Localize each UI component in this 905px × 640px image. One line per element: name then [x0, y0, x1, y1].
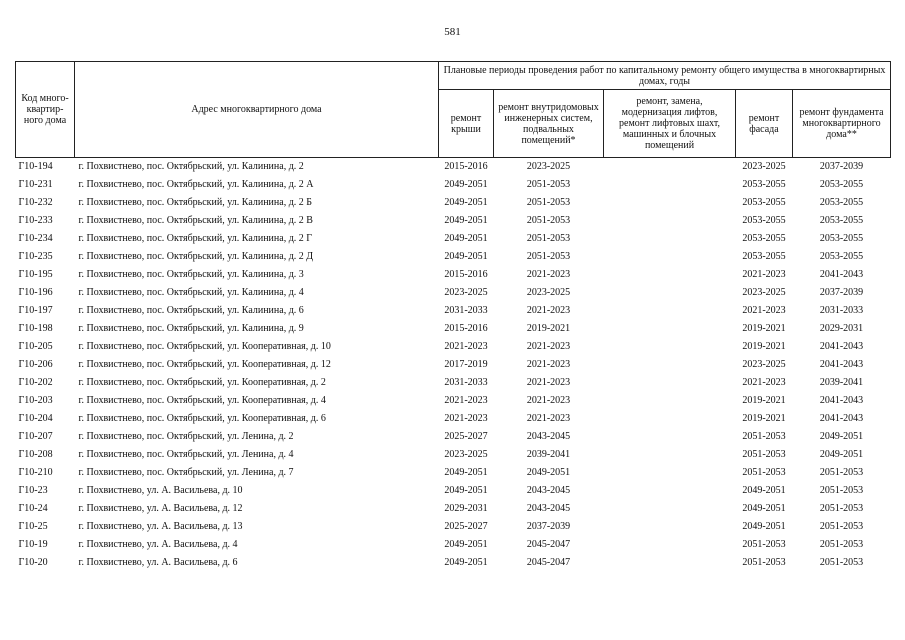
table-row	[16, 176, 891, 194]
row-address: г. Похвистнево, пос. Октябрьский, ул. Ленина, д. 7	[78, 467, 294, 478]
table-row	[16, 356, 891, 374]
row-code: Г10-231	[18, 179, 53, 190]
row-address: г. Похвистнево, пос. Октябрьский, ул. Калинина, д. 2 Д	[78, 251, 314, 262]
row-address: г. Похвистнево, ул. А. Васильева, д. 12	[78, 503, 243, 514]
row-code: Г10-198	[18, 323, 53, 334]
header-engineering: ремонт внутридомовых инженерных систем, подвальных помещений*	[494, 90, 604, 158]
row-code: Г10-23	[18, 485, 48, 496]
row-roof: 2023-2025	[444, 449, 488, 460]
row-foundation: 2041-2043	[819, 341, 864, 352]
row-roof: 2025-2027	[444, 431, 488, 442]
row-facade: 2053-2055	[742, 179, 786, 190]
table-row	[16, 374, 891, 392]
row-roof: 2049-2051	[444, 197, 488, 208]
row-address: г. Похвистнево, пос. Октябрьский, ул. Калинина, д. 4	[78, 287, 304, 298]
row-engineering: 2021-2023	[526, 341, 571, 352]
row-roof: 2017-2019	[444, 359, 488, 370]
row-engineering: 2051-2053	[526, 233, 571, 244]
row-elevators	[604, 428, 736, 446]
row-facade: 2049-2051	[742, 503, 786, 514]
row-facade: 2049-2051	[742, 521, 786, 532]
table-row	[16, 248, 891, 266]
header-facade: ремонт фасада	[736, 90, 793, 158]
row-elevators	[604, 284, 736, 302]
page-number: 581	[444, 26, 461, 38]
row-engineering: 2021-2023	[526, 269, 571, 280]
row-code: Г10-19	[18, 539, 48, 550]
row-engineering: 2021-2023	[526, 395, 571, 406]
row-code: Г10-197	[18, 305, 53, 316]
row-code: Г10-234	[18, 233, 53, 244]
repair-schedule-table	[15, 61, 891, 572]
row-elevators	[604, 302, 736, 320]
row-foundation: 2041-2043	[819, 269, 864, 280]
row-roof: 2049-2051	[444, 467, 488, 478]
row-elevators	[604, 356, 736, 374]
row-facade: 2051-2053	[742, 557, 786, 568]
table-row	[16, 446, 891, 464]
row-roof: 2015-2016	[444, 269, 488, 280]
row-engineering: 2051-2053	[526, 179, 571, 190]
row-facade: 2023-2025	[742, 359, 786, 370]
row-roof: 2025-2027	[444, 521, 488, 532]
row-engineering: 2021-2023	[526, 413, 571, 424]
row-engineering: 2051-2053	[526, 251, 571, 262]
table-row	[16, 428, 891, 446]
row-engineering: 2049-2051	[526, 467, 571, 478]
row-elevators	[604, 212, 736, 230]
header-elevators: ремонт, замена, модернизация лифтов, ремонт лифтовых шахт, машинных и блочных помещений	[604, 90, 736, 158]
table-row	[16, 338, 891, 356]
row-engineering: 2043-2045	[526, 503, 571, 514]
row-engineering: 2045-2047	[526, 539, 571, 550]
row-elevators	[604, 248, 736, 266]
row-address: г. Похвистнево, ул. А. Васильева, д. 6	[78, 557, 238, 568]
row-elevators	[604, 464, 736, 482]
row-roof: 2049-2051	[444, 485, 488, 496]
row-engineering: 2019-2021	[526, 323, 571, 334]
row-elevators	[604, 518, 736, 536]
row-foundation: 2037-2039	[819, 287, 864, 298]
row-facade: 2019-2021	[742, 323, 786, 334]
row-roof: 2021-2023	[444, 413, 488, 424]
header-periods: Плановые периоды проведения работ по капитальному ремонту общего имущества в многоквартирных домах, годы	[439, 62, 891, 90]
row-code: Г10-20	[18, 557, 48, 568]
row-code: Г10-207	[18, 431, 53, 442]
table-row	[16, 320, 891, 338]
row-facade: 2051-2053	[742, 467, 786, 478]
row-elevators	[604, 446, 736, 464]
row-engineering: 2021-2023	[526, 377, 571, 388]
row-address: г. Похвистнево, пос. Октябрьский, ул. Калинина, д. 2 А	[78, 179, 314, 190]
row-code: Г10-194	[16, 158, 75, 177]
header-roof: ремонт крыши	[439, 90, 494, 158]
row-facade: 2021-2023	[742, 377, 786, 388]
row-address: г. Похвистнево, пос. Октябрьский, ул. Калинина, д. 2 Г	[78, 233, 313, 244]
row-facade: 2049-2051	[742, 485, 786, 496]
row-foundation: 2053-2055	[819, 215, 864, 226]
row-foundation: 2053-2055	[819, 179, 864, 190]
row-facade: 2053-2055	[742, 197, 786, 208]
row-engineering: 2037-2039	[526, 521, 571, 532]
row-engineering: 2043-2045	[526, 431, 571, 442]
row-code: Г10-202	[18, 377, 53, 388]
row-foundation: 2041-2043	[819, 413, 864, 424]
row-facade: 2053-2055	[742, 251, 786, 262]
row-elevators	[604, 266, 736, 284]
table-row	[16, 536, 891, 554]
table-body	[16, 158, 891, 573]
row-elevators	[604, 392, 736, 410]
row-facade: 2021-2023	[742, 269, 786, 280]
row-foundation: 2051-2053	[819, 539, 864, 550]
row-roof: 2021-2023	[444, 341, 488, 352]
row-elevators	[604, 536, 736, 554]
row-facade: 2023-2025	[742, 287, 786, 298]
row-foundation: 2051-2053	[819, 485, 864, 496]
row-foundation: 2051-2053	[819, 521, 864, 532]
row-engineering: 2039-2041	[526, 449, 571, 460]
row-code: Г10-210	[18, 467, 53, 478]
table-row	[16, 302, 891, 320]
row-elevators	[604, 320, 736, 338]
header-code: Код много-квартир-ного дома	[16, 62, 75, 158]
row-roof: 2015-2016	[439, 158, 494, 177]
row-elevators	[604, 482, 736, 500]
row-foundation: 2051-2053	[819, 557, 864, 568]
table-row	[16, 518, 891, 536]
row-address: г. Похвистнево, пос. Октябрьский, ул. Кооперативная, д. 12	[78, 359, 331, 370]
row-facade: 2023-2025	[736, 158, 793, 177]
row-address: г. Похвистнево, ул. А. Васильева, д. 13	[78, 521, 243, 532]
row-address: г. Похвистнево, пос. Октябрьский, ул. Калинина, д. 6	[78, 305, 304, 316]
row-facade: 2051-2053	[742, 449, 786, 460]
row-address: г. Похвистнево, пос. Октябрьский, ул. Кооперативная, д. 6	[78, 413, 326, 424]
row-roof: 2049-2051	[444, 539, 488, 550]
row-foundation: 2053-2055	[819, 197, 864, 208]
row-code: Г10-196	[18, 287, 53, 298]
row-elevators	[604, 374, 736, 392]
table-row	[16, 464, 891, 482]
row-code: Г10-208	[18, 449, 53, 460]
row-facade: 2051-2053	[742, 539, 786, 550]
row-code: Г10-233	[18, 215, 53, 226]
row-elevators	[604, 194, 736, 212]
row-foundation: 2029-2031	[819, 323, 864, 334]
row-facade: 2019-2021	[742, 395, 786, 406]
row-address: г. Похвистнево, пос. Октябрьский, ул. Калинина, д. 2 В	[78, 215, 313, 226]
row-code: Г10-203	[18, 395, 53, 406]
row-engineering: 2051-2053	[526, 197, 571, 208]
header-address: Адрес многоквартирного дома	[75, 62, 439, 158]
table-row	[16, 266, 891, 284]
row-elevators	[604, 554, 736, 572]
row-elevators	[604, 410, 736, 428]
row-engineering: 2051-2053	[526, 215, 571, 226]
table-row	[16, 212, 891, 230]
row-engineering: 2021-2023	[526, 359, 571, 370]
row-elevators	[604, 338, 736, 356]
row-code: Г10-25	[18, 521, 48, 532]
row-elevators	[604, 176, 736, 194]
header-foundation: ремонт фундамента многоквартирного дома**	[793, 90, 891, 158]
table-row	[16, 230, 891, 248]
row-foundation: 2053-2055	[819, 251, 864, 262]
row-roof: 2029-2031	[444, 503, 488, 514]
row-address: г. Похвистнево, ул. А. Васильева, д. 10	[78, 485, 243, 496]
row-code: Г10-235	[18, 251, 53, 262]
row-facade: 2021-2023	[742, 305, 786, 316]
row-address: г. Похвистнево, пос. Октябрьский, ул. Калинина, д. 2 Б	[78, 197, 313, 208]
row-address: г. Похвистнево, пос. Октябрьский, ул. Калинина, д. 2	[75, 158, 439, 177]
row-engineering: 2023-2025	[526, 287, 571, 298]
table-row	[16, 158, 891, 177]
row-address: г. Похвистнево, пос. Октябрьский, ул. Калинина, д. 3	[78, 269, 304, 280]
row-code: Г10-195	[18, 269, 53, 280]
row-address: г. Похвистнево, пос. Октябрьский, ул. Кооперативная, д. 2	[78, 377, 326, 388]
row-code: Г10-204	[18, 413, 53, 424]
table-row	[16, 410, 891, 428]
row-foundation: 2037-2039	[793, 158, 891, 177]
row-code: Г10-205	[18, 341, 53, 352]
row-address: г. Похвистнево, пос. Октябрьский, ул. Калинина, д. 9	[78, 323, 304, 334]
table-row	[16, 500, 891, 518]
row-roof: 2021-2023	[444, 395, 488, 406]
row-engineering: 2043-2045	[526, 485, 571, 496]
row-elevators	[604, 500, 736, 518]
row-roof: 2015-2016	[444, 323, 488, 334]
table-row	[16, 554, 891, 572]
row-foundation: 2031-2033	[819, 305, 864, 316]
row-elevators	[604, 230, 736, 248]
row-code: Г10-206	[18, 359, 53, 370]
row-code: Г10-24	[18, 503, 48, 514]
row-foundation: 2049-2051	[819, 449, 864, 460]
row-address: г. Похвистнево, ул. А. Васильева, д. 4	[78, 539, 238, 550]
row-foundation: 2051-2053	[819, 467, 864, 478]
row-engineering: 2021-2023	[526, 305, 571, 316]
row-facade: 2053-2055	[742, 215, 786, 226]
row-address: г. Похвистнево, пос. Октябрьский, ул. Кооперативная, д. 4	[78, 395, 326, 406]
table-header	[16, 62, 891, 158]
row-roof: 2049-2051	[444, 251, 488, 262]
row-foundation: 2053-2055	[819, 233, 864, 244]
row-roof: 2049-2051	[444, 179, 488, 190]
row-roof: 2031-2033	[444, 305, 488, 316]
table-row	[16, 482, 891, 500]
table-row	[16, 194, 891, 212]
row-address: г. Похвистнево, пос. Октябрьский, ул. Кооперативная, д. 10	[78, 341, 331, 352]
row-roof: 2031-2033	[444, 377, 488, 388]
row-foundation: 2041-2043	[819, 359, 864, 370]
row-facade: 2053-2055	[742, 233, 786, 244]
row-engineering: 2045-2047	[526, 557, 571, 568]
row-roof: 2049-2051	[444, 557, 488, 568]
row-engineering: 2023-2025	[494, 158, 604, 177]
row-foundation: 2041-2043	[819, 395, 864, 406]
row-roof: 2049-2051	[444, 233, 488, 244]
row-roof: 2023-2025	[444, 287, 488, 298]
table-row	[16, 392, 891, 410]
row-code: Г10-232	[18, 197, 53, 208]
row-foundation: 2049-2051	[819, 431, 864, 442]
row-foundation: 2039-2041	[819, 377, 864, 388]
row-facade: 2051-2053	[742, 431, 786, 442]
row-address: г. Похвистнево, пос. Октябрьский, ул. Ленина, д. 2	[78, 431, 294, 442]
row-roof: 2049-2051	[444, 215, 488, 226]
row-address: г. Похвистнево, пос. Октябрьский, ул. Ленина, д. 4	[78, 449, 294, 460]
row-facade: 2019-2021	[742, 341, 786, 352]
row-elevators	[604, 158, 736, 177]
row-foundation: 2051-2053	[819, 503, 864, 514]
row-facade: 2019-2021	[742, 413, 786, 424]
table-row	[16, 284, 891, 302]
